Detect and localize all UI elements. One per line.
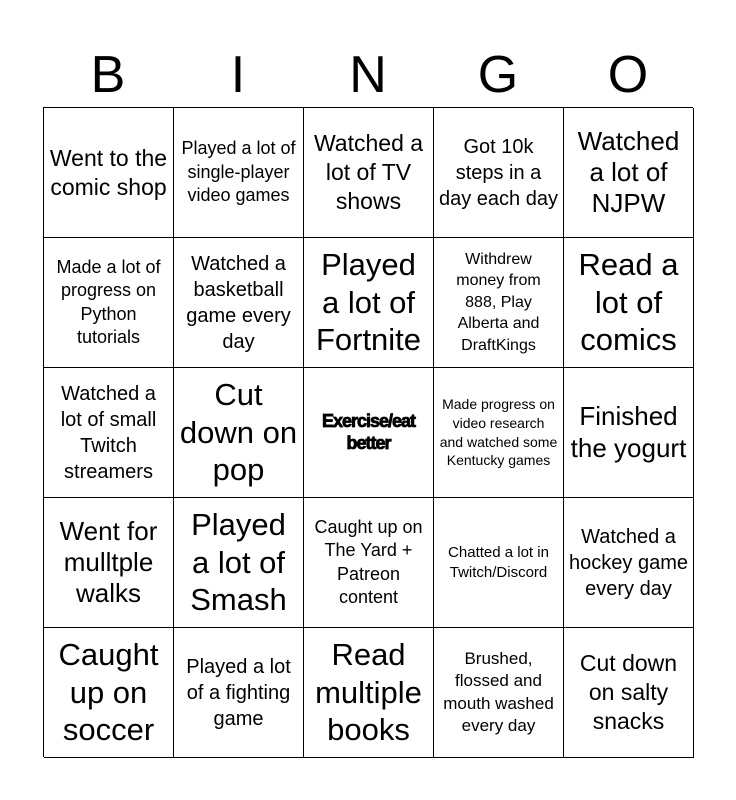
bingo-cell-text: Watched a lot of TV shows: [313, 130, 424, 214]
bingo-cell-text: Brushed, flossed and mouth washed every day: [443, 649, 554, 735]
bingo-cell-text: Played a lot of single-player video games: [181, 138, 296, 206]
bingo-cell[interactable]: [44, 108, 174, 238]
bingo-cell[interactable]: [44, 238, 174, 368]
bingo-cell-text: Got 10k steps in a day each day: [439, 135, 558, 210]
bingo-cell-text: Caught up on soccer: [58, 636, 159, 748]
bingo-cell[interactable]: [434, 368, 564, 498]
bingo-cell-text: Cut down on pop: [179, 376, 298, 488]
header-letter-g: G: [477, 46, 519, 104]
bingo-cell-text: Made progress on video research and watched some Kentucky games: [439, 395, 558, 469]
bingo-cell[interactable]: [304, 238, 434, 368]
bingo-cell-text: Caught up on The Yard + Patreon content: [314, 516, 423, 607]
bingo-cell[interactable]: [174, 628, 304, 758]
bingo-cell[interactable]: [434, 498, 564, 628]
bingo-cell[interactable]: [174, 368, 304, 498]
bingo-cell-text: Watched a basketball game every day: [186, 252, 291, 353]
bingo-cell-text: Watched a hockey game every day: [569, 525, 688, 600]
bingo-cell-text: Read multiple books: [315, 636, 422, 748]
bingo-cell[interactable]: [44, 498, 174, 628]
bingo-cell[interactable]: [304, 628, 434, 758]
bingo-cell[interactable]: [434, 628, 564, 758]
bingo-free-cell[interactable]: [304, 368, 434, 498]
bingo-cell[interactable]: [174, 498, 304, 628]
bingo-cell[interactable]: [564, 628, 694, 758]
bingo-cell-text: Chatted a lot in Twitch/Discord: [448, 543, 549, 581]
bingo-cell-text: Made a lot of progress on Python tutorials: [56, 256, 161, 347]
bingo-cell[interactable]: [304, 498, 434, 628]
bingo-cell-text: Played a lot of Smash: [190, 506, 287, 618]
bingo-cell[interactable]: [174, 108, 304, 238]
bingo-board: [43, 107, 693, 757]
header-letter-o: O: [607, 46, 649, 104]
bingo-cell[interactable]: [564, 238, 694, 368]
bingo-cell-text: Played a lot of a fighting game: [186, 655, 291, 730]
header-letter-b: B: [90, 46, 126, 104]
bingo-header: [43, 45, 693, 105]
bingo-cell-text: Went to the comic shop: [49, 144, 168, 200]
bingo-cell[interactable]: [434, 108, 564, 238]
bingo-cell-text: Finished the yogurt: [570, 401, 687, 463]
bingo-cell-text: Withdrew money from 888, Play Alberta and DraftKings: [456, 250, 541, 354]
bingo-cell[interactable]: [44, 368, 174, 498]
bingo-cell-text: Played a lot of Fortnite: [315, 246, 422, 358]
bingo-cell[interactable]: [564, 108, 694, 238]
bingo-cell-text: Went for mulltple walks: [59, 515, 158, 609]
bingo-cell-text: Cut down on salty snacks: [579, 650, 678, 734]
bingo-cell[interactable]: [174, 238, 304, 368]
bingo-cell[interactable]: [564, 498, 694, 628]
header-letter-i: I: [230, 46, 246, 104]
bingo-cell-text: Watched a lot of small Twitch streamers: [60, 382, 157, 483]
bingo-cell-text: Read a lot of comics: [578, 246, 679, 358]
bingo-cell[interactable]: [304, 108, 434, 238]
bingo-cell[interactable]: [434, 238, 564, 368]
bingo-cell[interactable]: [564, 368, 694, 498]
bingo-cell-text: Exercise/eat better: [321, 410, 416, 453]
header-letter-n: N: [349, 46, 387, 104]
bingo-cell[interactable]: [44, 628, 174, 758]
bingo-cell-text: Watched a lot of NJPW: [577, 125, 680, 219]
